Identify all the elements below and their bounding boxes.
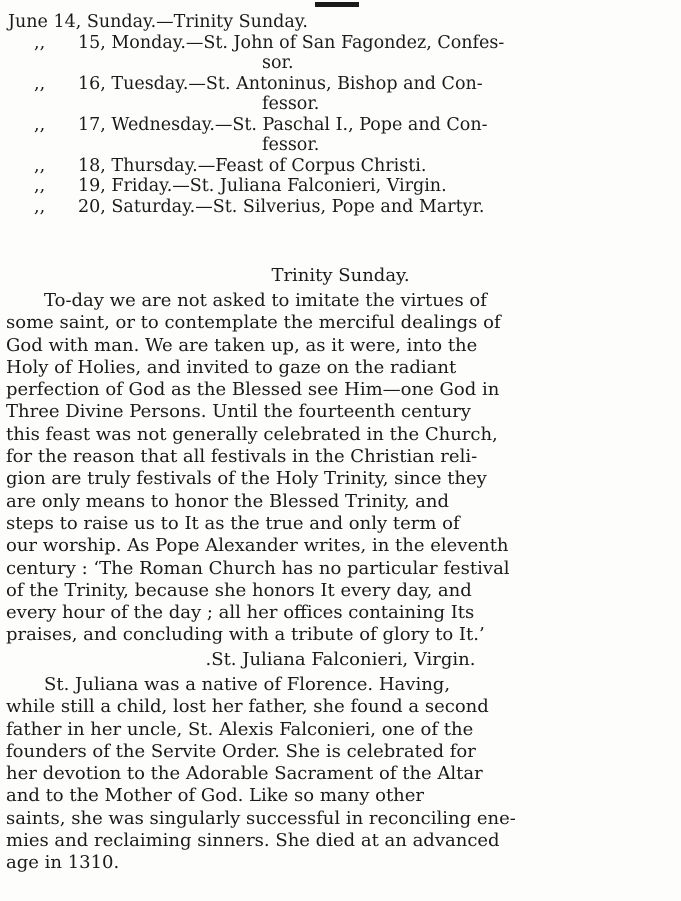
calendar-entry: fessor. — [262, 94, 320, 114]
text-line: St. Juliana was a native of Florence. Having, — [44, 674, 451, 695]
text-line: every hour of the day ; all her offices containing Its — [6, 602, 475, 624]
text-line: our worship. As Pope Alexander writes, in the eleventh — [6, 535, 509, 557]
trinity-sunday-heading: Trinity Sunday. — [271, 265, 410, 286]
text-line: Holy of Holies, and invited to gaze on the radiant — [6, 356, 457, 378]
text-line: Three Divine Persons. Until the fourteenth century — [6, 401, 471, 423]
header-rule — [315, 2, 359, 7]
text-line: are only means to honor the Blessed Trinity, and — [6, 490, 449, 512]
calendar-entry: 18, Thursday.—Feast of Corpus Christi. — [78, 155, 427, 176]
calendar-line — [0, 176, 681, 197]
ditto-mark: ,, — [34, 176, 46, 196]
text-line: steps to raise us to It as the true and only term of — [6, 512, 460, 534]
calendar-entry: sor. — [262, 53, 294, 73]
calendar-entry: 17, Wednesday.—St. Paschal I., Pope and Con- — [78, 114, 488, 135]
text-line: her devotion to the Adorable Sacrament of the Altar — [6, 763, 483, 785]
text-line: saints, she was singularly successful in reconciling ene- — [6, 807, 516, 829]
calendar-line — [0, 12, 681, 33]
calendar-entry: 15, Monday.—St. John of San Fagondez, Confes- — [78, 32, 505, 53]
text-line: God with man. We are taken up, as it were, into the — [6, 334, 478, 356]
calendar-line — [0, 33, 681, 54]
text-line: while still a child, lost her father, she found a second — [6, 696, 489, 718]
calendar-entry: 16, Tuesday.—St. Antoninus, Bishop and Con- — [78, 73, 483, 94]
ditto-mark: ,, — [34, 155, 46, 176]
text-line: perfection of God as the Blessed see Him—one God in — [6, 379, 500, 401]
text-line: this feast was not generally celebrated in the Church, — [6, 423, 498, 445]
text-line: To-day we are not asked to imitate the virtues of — [44, 290, 487, 311]
st-juliana-heading: .St. Juliana Falconieri, Virgin. — [205, 649, 476, 670]
calendar-entry: 19, Friday.—St. Juliana Falconieri, Virgin. — [78, 176, 447, 196]
ditto-mark: ,, — [34, 114, 46, 135]
calendar-line — [0, 94, 681, 115]
calendar-entry: 20, Saturday.—St. Silverius, Pope and Martyr. — [78, 196, 485, 217]
st-juliana-paragraph — [6, 674, 674, 875]
calendar-line — [0, 115, 681, 136]
trinity-sunday-paragraph — [6, 290, 674, 647]
calendar-entry: June 14, Sunday.—Trinity Sunday. — [8, 12, 308, 32]
calendar-line — [0, 135, 681, 156]
text-line: founders of the Servite Order. She is celebrated for — [6, 740, 476, 762]
text-line: mies and reclaiming sinners. She died at an advanced — [6, 830, 500, 852]
ditto-mark: ,, — [34, 73, 46, 94]
calendar-entry: fessor. — [262, 135, 320, 155]
text-line: some saint, or to contemplate the merciful dealings of — [6, 312, 501, 334]
text-line: praises, and concluding with a tribute of glory to It.’ — [6, 624, 485, 646]
text-line: century : ‘The Roman Church has no particular festival — [6, 557, 510, 579]
ditto-mark: ,, — [34, 32, 46, 53]
calendar-line — [0, 156, 681, 177]
feast-calendar — [0, 12, 681, 217]
text-line: and to the Mother of God. Like so many other — [6, 785, 425, 807]
text-line: of the Trinity, because she honors It every day, and — [6, 579, 472, 601]
text-line: gion are truly festivals of the Holy Trinity, since they — [6, 468, 487, 490]
calendar-line — [0, 197, 681, 218]
calendar-line — [0, 53, 681, 74]
text-line: father in her uncle, St. Alexis Falconieri, one of the — [6, 718, 474, 740]
text-line: age in 1310. — [6, 852, 120, 874]
ditto-mark: ,, — [34, 196, 46, 217]
calendar-line — [0, 74, 681, 95]
text-line: for the reason that all festivals in the Christian reli- — [6, 446, 478, 468]
